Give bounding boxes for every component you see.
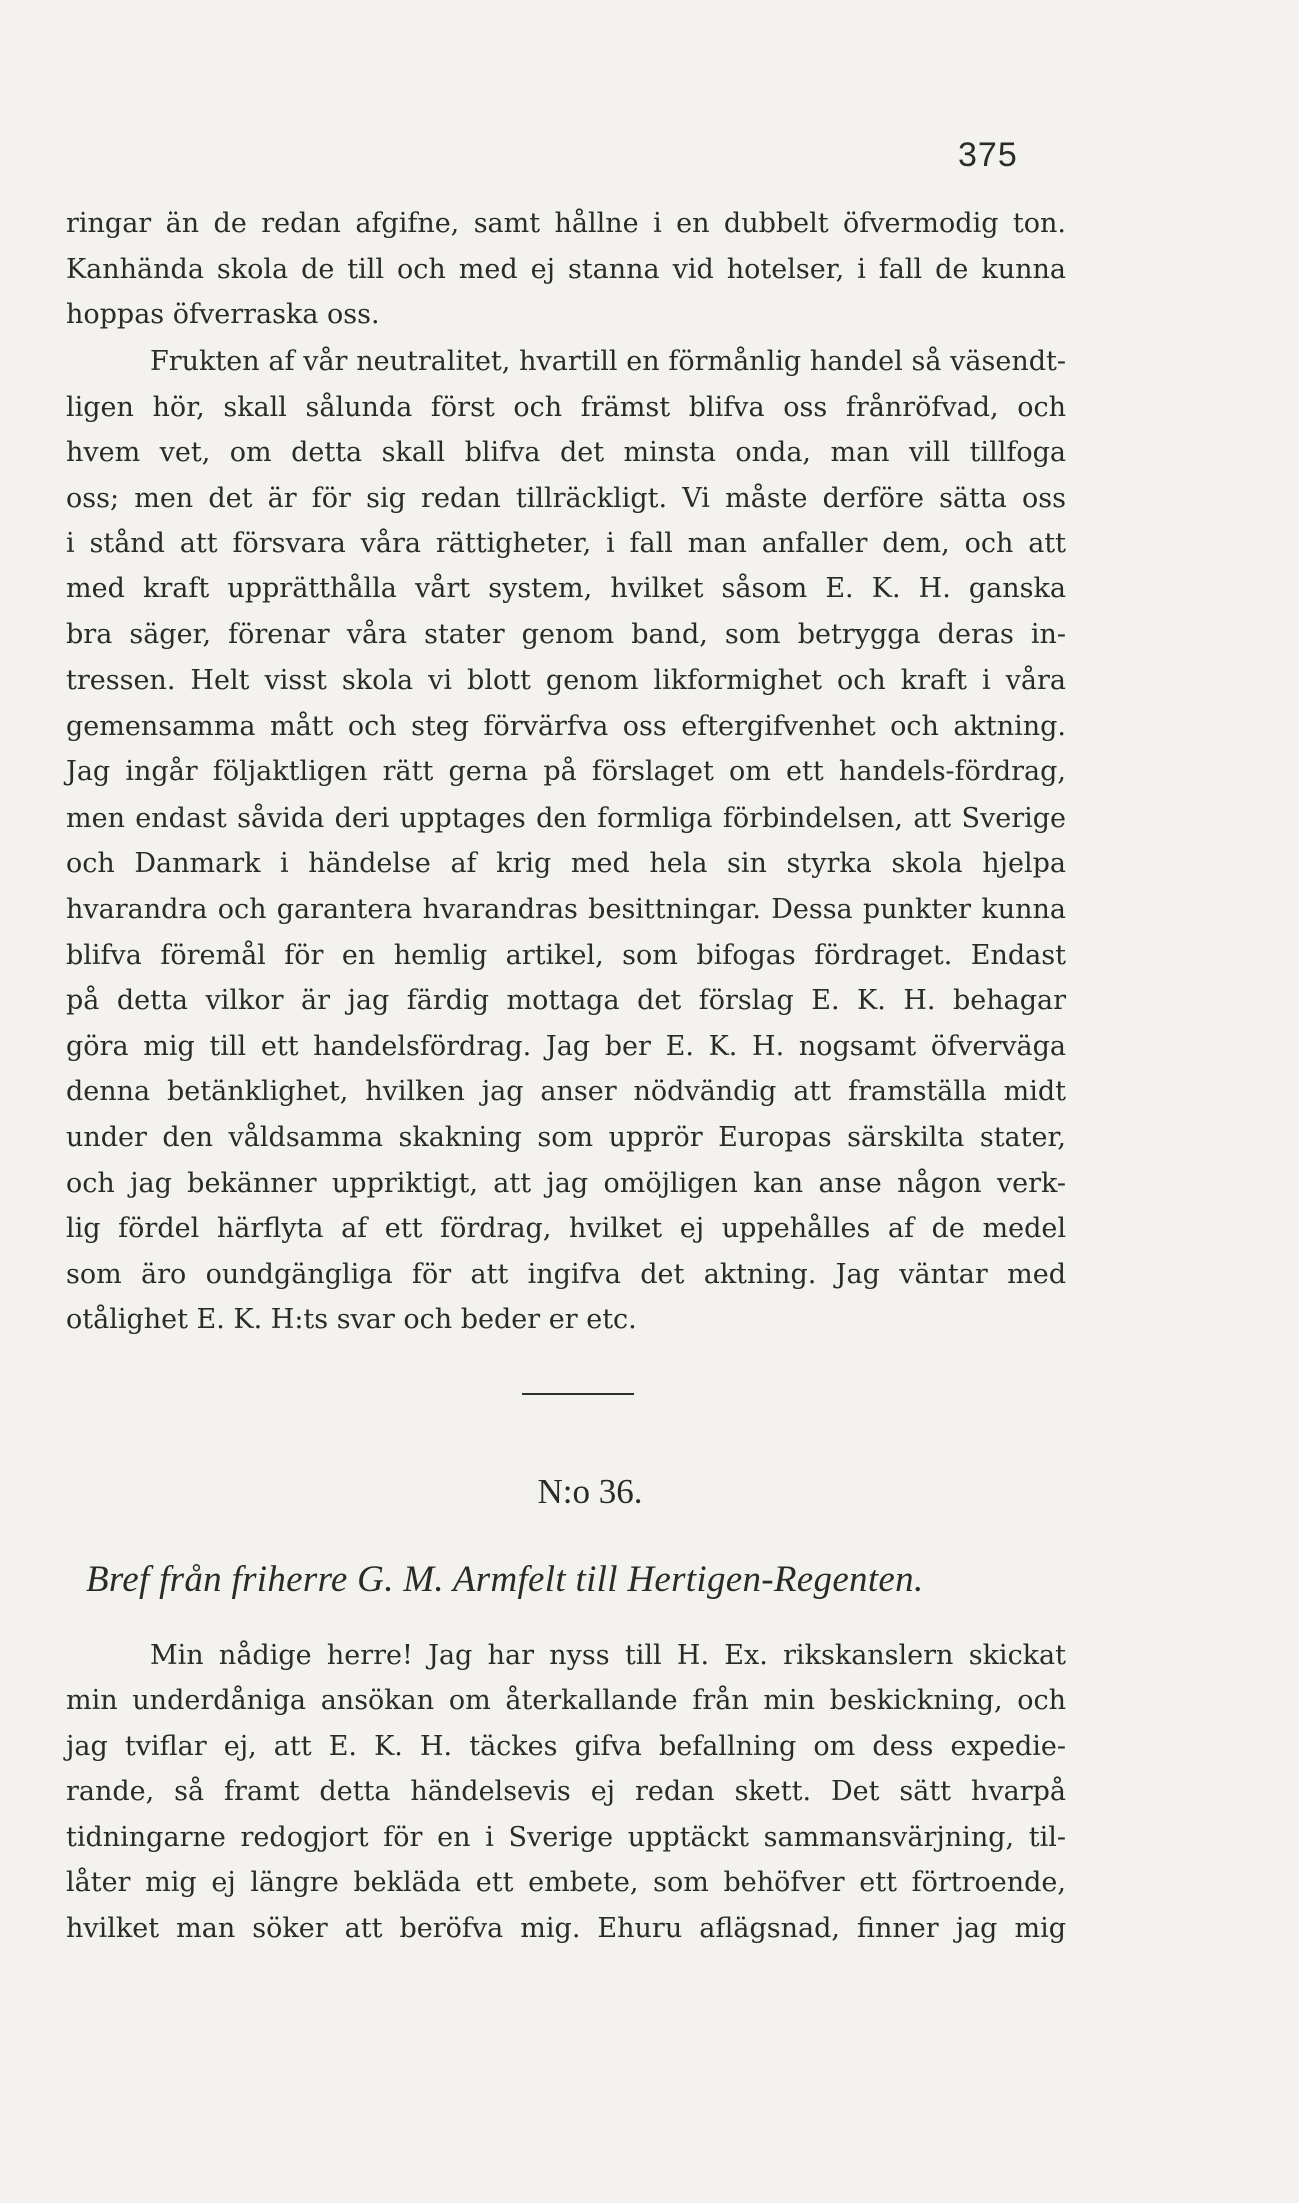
text-line: och Danmark i händelse af krig med hela sin styrka skola hjelpa bbox=[66, 848, 1066, 879]
text-line: tidningarne redogjort för en i Sverige upptäckt sammansvärjning, til- bbox=[66, 1822, 1066, 1853]
section-divider bbox=[522, 1393, 634, 1395]
text-line: och jag bekänner uppriktigt, att jag omöjligen kan anse någon verk- bbox=[66, 1168, 1066, 1199]
document-number: N:o 36. bbox=[537, 1472, 643, 1511]
text-line: lig fördel härflyta af ett fördrag, hvilket ej uppehålles af de medel bbox=[66, 1213, 1066, 1244]
text-line: på detta vilkor är jag färdig mottaga det förslag E. K. H. behagar bbox=[66, 985, 1066, 1016]
text-line: hoppas öfverraska oss. bbox=[66, 299, 380, 330]
text-line: min underdåniga ansökan om återkallande från min beskickning, och bbox=[66, 1685, 1066, 1716]
text-line: Min nådige herre! Jag har nyss till H. Ex. rikskanslern skickat bbox=[150, 1640, 1066, 1671]
page-number: 375 bbox=[958, 136, 1018, 174]
text-line: Frukten af vår neutralitet, hvartill en förmånlig handel så väsendt- bbox=[150, 346, 1066, 377]
text-line: Jag ingår följaktligen rätt gerna på förslaget om ett handels-fördrag, bbox=[66, 756, 1066, 787]
text-line: hvem vet, om detta skall blifva det minsta onda, man vill tillfoga bbox=[66, 437, 1066, 468]
text-line: jag tviflar ej, att E. K. H. täckes gifva befallning om dess expedie- bbox=[66, 1731, 1066, 1762]
text-line: i stånd att försvara våra rättigheter, i fall man anfaller dem, och att bbox=[66, 528, 1066, 559]
text-line: bra säger, förenar våra stater genom band, som betrygga deras in- bbox=[66, 619, 1066, 650]
text-line: ringar än de redan afgifne, samt hållne i en dubbelt öfvermodig ton. bbox=[66, 208, 1066, 239]
text-line: tressen. Helt visst skola vi blott genom likformighet och kraft i våra bbox=[66, 665, 1066, 696]
text-line: låter mig ej längre bekläda ett embete, som behöfver ett förtroende, bbox=[66, 1867, 1066, 1898]
text-line: hvilket man söker att beröfva mig. Ehuru aflägsnad, finner jag mig bbox=[66, 1913, 1066, 1944]
letter-title: Bref från friherre G. M. Armfelt till Hertigen-Regenten. bbox=[86, 1559, 924, 1600]
text-line: men endast såvida deri upptages den formliga förbindelsen, att Sverige bbox=[66, 803, 1066, 834]
text-line: gemensamma mått och steg förvärfva oss eftergifvenhet och aktning. bbox=[66, 711, 1066, 742]
text-line: blifva föremål för en hemlig artikel, som bifogas fördraget. Endast bbox=[66, 940, 1066, 971]
text-line: Kanhända skola de till och med ej stanna vid hotelser, i fall de kunna bbox=[66, 254, 1066, 285]
text-line: ligen hör, skall sålunda först och främst blifva oss frånröfvad, och bbox=[66, 392, 1066, 423]
text-line: otålighet E. K. H:ts svar och beder er etc. bbox=[66, 1304, 637, 1335]
text-line: oss; men det är för sig redan tillräckligt. Vi måste derföre sätta oss bbox=[66, 483, 1066, 514]
text-line: göra mig till ett handelsfördrag. Jag ber E. K. H. nogsamt öfverväga bbox=[66, 1031, 1066, 1062]
text-line: som äro oundgängliga för att ingifva det aktning. Jag väntar med bbox=[66, 1259, 1066, 1290]
text-line: hvarandra och garantera hvarandras besittningar. Dessa punkter kunna bbox=[66, 894, 1066, 925]
text-line: rande, så framt detta händelsevis ej redan skett. Det sätt hvarpå bbox=[66, 1776, 1066, 1807]
text-line: med kraft upprätthålla vårt system, hvilket såsom E. K. H. ganska bbox=[66, 573, 1066, 604]
text-line: denna betänklighet, hvilken jag anser nödvändig att framställa midt bbox=[66, 1076, 1066, 1107]
text-line: under den våldsamma skakning som upprör Europas särskilta stater, bbox=[66, 1122, 1066, 1153]
